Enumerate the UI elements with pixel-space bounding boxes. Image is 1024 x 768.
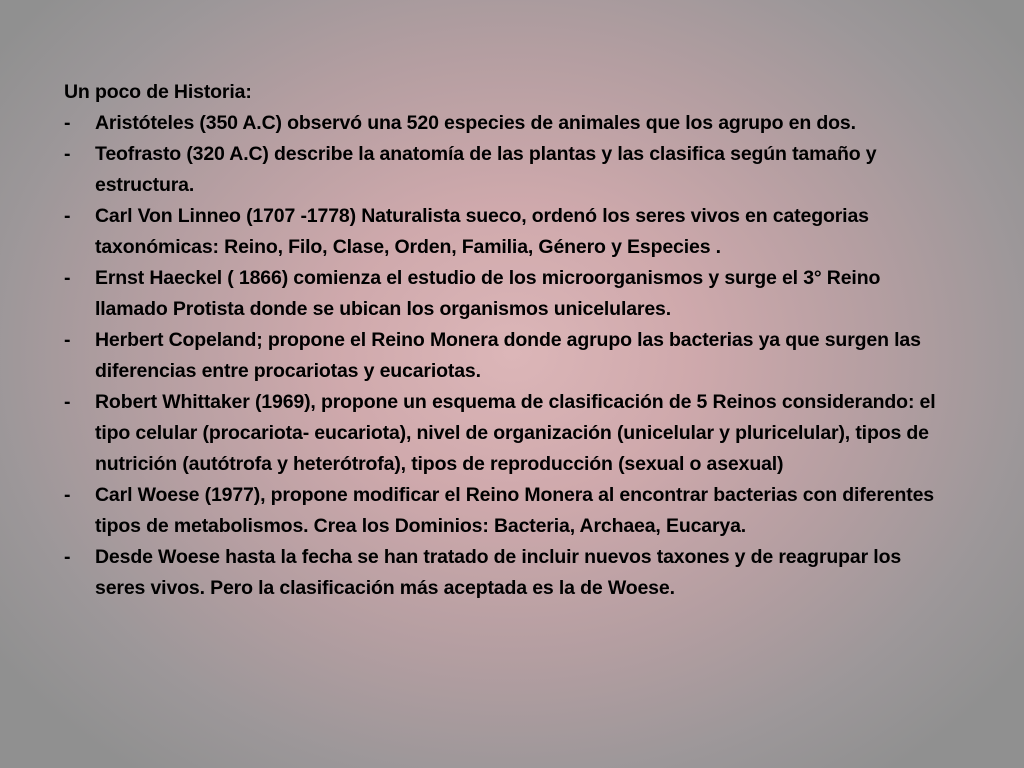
list-item: [64, 325, 954, 387]
list-item-text: Robert Whittaker (1969), propone un esquema de clasificación de 5 Reinos considerando: el tipo celular (procariota- eucariota), nivel de organización (unicelular y pluricelular), tipos de nutrición (autótrofa y heterótrofa), tipos de reproducción (sexual o asexual): [95, 391, 936, 475]
bullet-dash: -: [64, 484, 71, 506]
list-item: [64, 263, 954, 325]
list-item: [64, 387, 954, 480]
list-item: [64, 201, 954, 263]
slide-content: [64, 77, 954, 604]
bullet-dash: -: [64, 391, 71, 413]
list-item-text: Aristóteles (350 A.C) observó una 520 especies de animales que los agrupo en dos.: [95, 112, 856, 134]
list-item-text: Carl Woese (1977), propone modificar el Reino Monera al encontrar bacterias con diferentes tipos de metabolismos. Crea los Dominios: Bacteria, Archaea, Eucarya.: [95, 484, 934, 537]
list-item: [64, 542, 954, 604]
history-list: [64, 108, 954, 604]
bullet-dash: -: [64, 112, 71, 134]
bullet-dash: -: [64, 546, 71, 568]
list-item-text: Desde Woese hasta la fecha se han tratado de incluir nuevos taxones y de reagrupar los seres vivos. Pero la clasificación más aceptada es la de Woese.: [95, 546, 902, 599]
list-item: [64, 108, 954, 139]
list-item-text: Carl Von Linneo (1707 -1778) Naturalista sueco, ordenó los seres vivos en categorias taxonómicas: Reino, Filo, Clase, Orden, Familia, Género y Especies .: [95, 205, 869, 258]
bullet-dash: -: [64, 205, 71, 227]
list-item-text: Teofrasto (320 A.C) describe la anatomía de las plantas y las clasifica según tamaño y estructura.: [95, 143, 877, 196]
list-item: [64, 139, 954, 201]
list-item: [64, 480, 954, 542]
list-item-text: Herbert Copeland; propone el Reino Monera donde agrupo las bacterias ya que surgen las diferencias entre procariotas y eucariotas.: [95, 329, 921, 382]
bullet-dash: -: [64, 267, 71, 289]
bullet-dash: -: [64, 143, 71, 165]
bullet-dash: -: [64, 329, 71, 351]
list-item-text: Ernst Haeckel ( 1866) comienza el estudio de los microorganismos y surge el 3° Reino llamado Protista donde se ubican los organismos unicelulares.: [95, 267, 881, 320]
slide-heading: Un poco de Historia:: [64, 81, 252, 103]
